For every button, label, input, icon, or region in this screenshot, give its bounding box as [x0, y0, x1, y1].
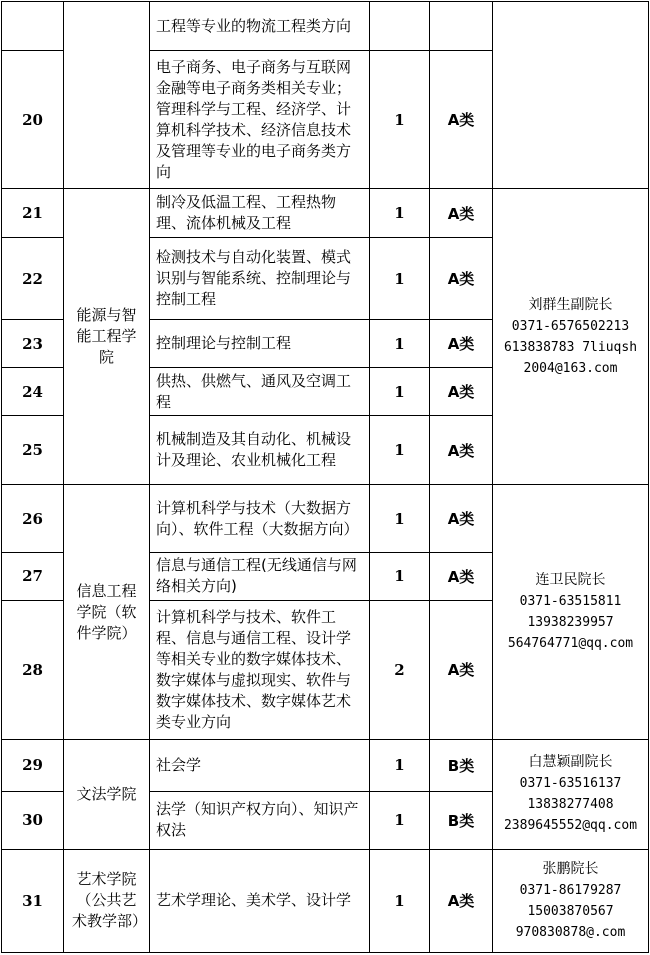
contact-mobile: 13838277408 [527, 797, 614, 813]
major-cell: 计算机科学与技术、软件工程、信息与通信工程、设计学等相关专业的数字媒体技术、数字媒体与虚拟现实、软件与数字媒体技术、数字媒体艺术类专业方向 [150, 600, 370, 739]
row-number: 31 [2, 849, 64, 952]
major-cell: 艺术学理论、美术学、设计学 [150, 849, 370, 952]
quota-cell: 1 [370, 552, 430, 600]
contact-mobile: 13938239957 [527, 615, 614, 631]
row-number: 22 [2, 238, 64, 320]
row-number: 29 [2, 739, 64, 791]
category-cell: A类 [430, 485, 493, 552]
row-number: 24 [2, 368, 64, 416]
major-cell: 电子商务、电子商务与互联网金融等电子商务类相关专业；管理科学与工程、经济学、计算机科学技术、经济信息技术及管理等专业的电子商务类方向 [150, 51, 370, 189]
major-cell: 工程等专业的物流工程类方向 [150, 2, 370, 51]
quota-cell: 1 [370, 368, 430, 416]
major-cell: 机械制造及其自动化、机械设计及理论、农业机械化工程 [150, 416, 370, 485]
contact-law [493, 739, 649, 849]
contact-email: 970830878@.com [515, 924, 626, 940]
category-cell: B类 [430, 739, 493, 791]
quota-cell: 1 [370, 416, 430, 485]
quota-cell: 1 [370, 51, 430, 189]
category-cell: A类 [430, 849, 493, 952]
row-number: 28 [2, 600, 64, 739]
contact-name: 刘群生副院长 [528, 296, 613, 313]
category-cell: A类 [430, 600, 493, 739]
major-cell: 供热、供燃气、通风及空调工程 [150, 368, 370, 416]
category-cell: A类 [430, 189, 493, 238]
row-number: 30 [2, 791, 64, 849]
table-row [2, 189, 649, 238]
contact-email: 2389645552@qq.com [503, 818, 638, 834]
category-cell: B类 [430, 791, 493, 849]
contact-name: 张鹏院长 [542, 860, 599, 877]
contact-extra: 613838783 7liuqsh [503, 339, 638, 355]
contact-name: 白慧颖副院长 [528, 754, 613, 771]
row-number: 21 [2, 189, 64, 238]
major-cell: 计算机科学与技术（大数据方向）、软件工程（大数据方向） [150, 485, 370, 552]
quota-cell: 1 [370, 238, 430, 320]
row-number: 26 [2, 485, 64, 552]
row-number: 23 [2, 320, 64, 368]
row-number: 27 [2, 552, 64, 600]
major-cell: 信息与通信工程(无线通信与网络相关方向) [150, 552, 370, 600]
category-cell: A类 [430, 368, 493, 416]
category-cell: A类 [430, 552, 493, 600]
contact-name: 连卫民院长 [535, 572, 606, 589]
college-cell-blank [64, 2, 150, 189]
contact-phone: 0371-86179287 [519, 882, 622, 898]
college-law: 文法学院 [64, 739, 150, 849]
contact-art [493, 849, 649, 952]
recruitment-table [1, 1, 649, 953]
quota-cell: 1 [370, 485, 430, 552]
contact-email: 2004@163.com [523, 360, 618, 376]
contact-cell-blank [493, 2, 649, 189]
table-row [2, 739, 649, 791]
contact-phone: 0371-63516137 [519, 776, 622, 792]
contact-energy [493, 189, 649, 485]
major-cell: 检测技术与自动化装置、模式识别与智能系统、控制理论与控制工程 [150, 238, 370, 320]
row-number: 25 [2, 416, 64, 485]
contact-mobile: 15003870567 [527, 903, 614, 919]
contact-email: 564764771@qq.com [507, 636, 634, 652]
category-cell: A类 [430, 238, 493, 320]
major-cell: 社会学 [150, 739, 370, 791]
quota-cell: 1 [370, 320, 430, 368]
major-cell: 制冷及低温工程、工程热物理、流体机械及工程 [150, 189, 370, 238]
quota-cell: 1 [370, 739, 430, 791]
row-number [2, 2, 64, 51]
college-art: 艺术学院（公共艺术教学部） [64, 849, 150, 952]
row-number: 20 [2, 51, 64, 189]
category-cell: A类 [430, 416, 493, 485]
category-cell: A类 [430, 51, 493, 189]
quota-cell: 2 [370, 600, 430, 739]
contact-phone: 0371-63515811 [519, 594, 622, 610]
college-energy: 能源与智能工程学院 [64, 189, 150, 485]
quota-cell [370, 2, 430, 51]
contact-info [493, 485, 649, 739]
table-row [2, 2, 649, 51]
category-cell [430, 2, 493, 51]
quota-cell: 1 [370, 849, 430, 952]
major-cell: 控制理论与控制工程 [150, 320, 370, 368]
major-cell: 法学（知识产权方向）、知识产权法 [150, 791, 370, 849]
table-row [2, 849, 649, 952]
contact-phone: 0371-6576502213 [511, 318, 630, 334]
college-info: 信息工程学院（软件学院） [64, 485, 150, 739]
quota-cell: 1 [370, 791, 430, 849]
quota-cell: 1 [370, 189, 430, 238]
category-cell: A类 [430, 320, 493, 368]
table-row [2, 485, 649, 552]
